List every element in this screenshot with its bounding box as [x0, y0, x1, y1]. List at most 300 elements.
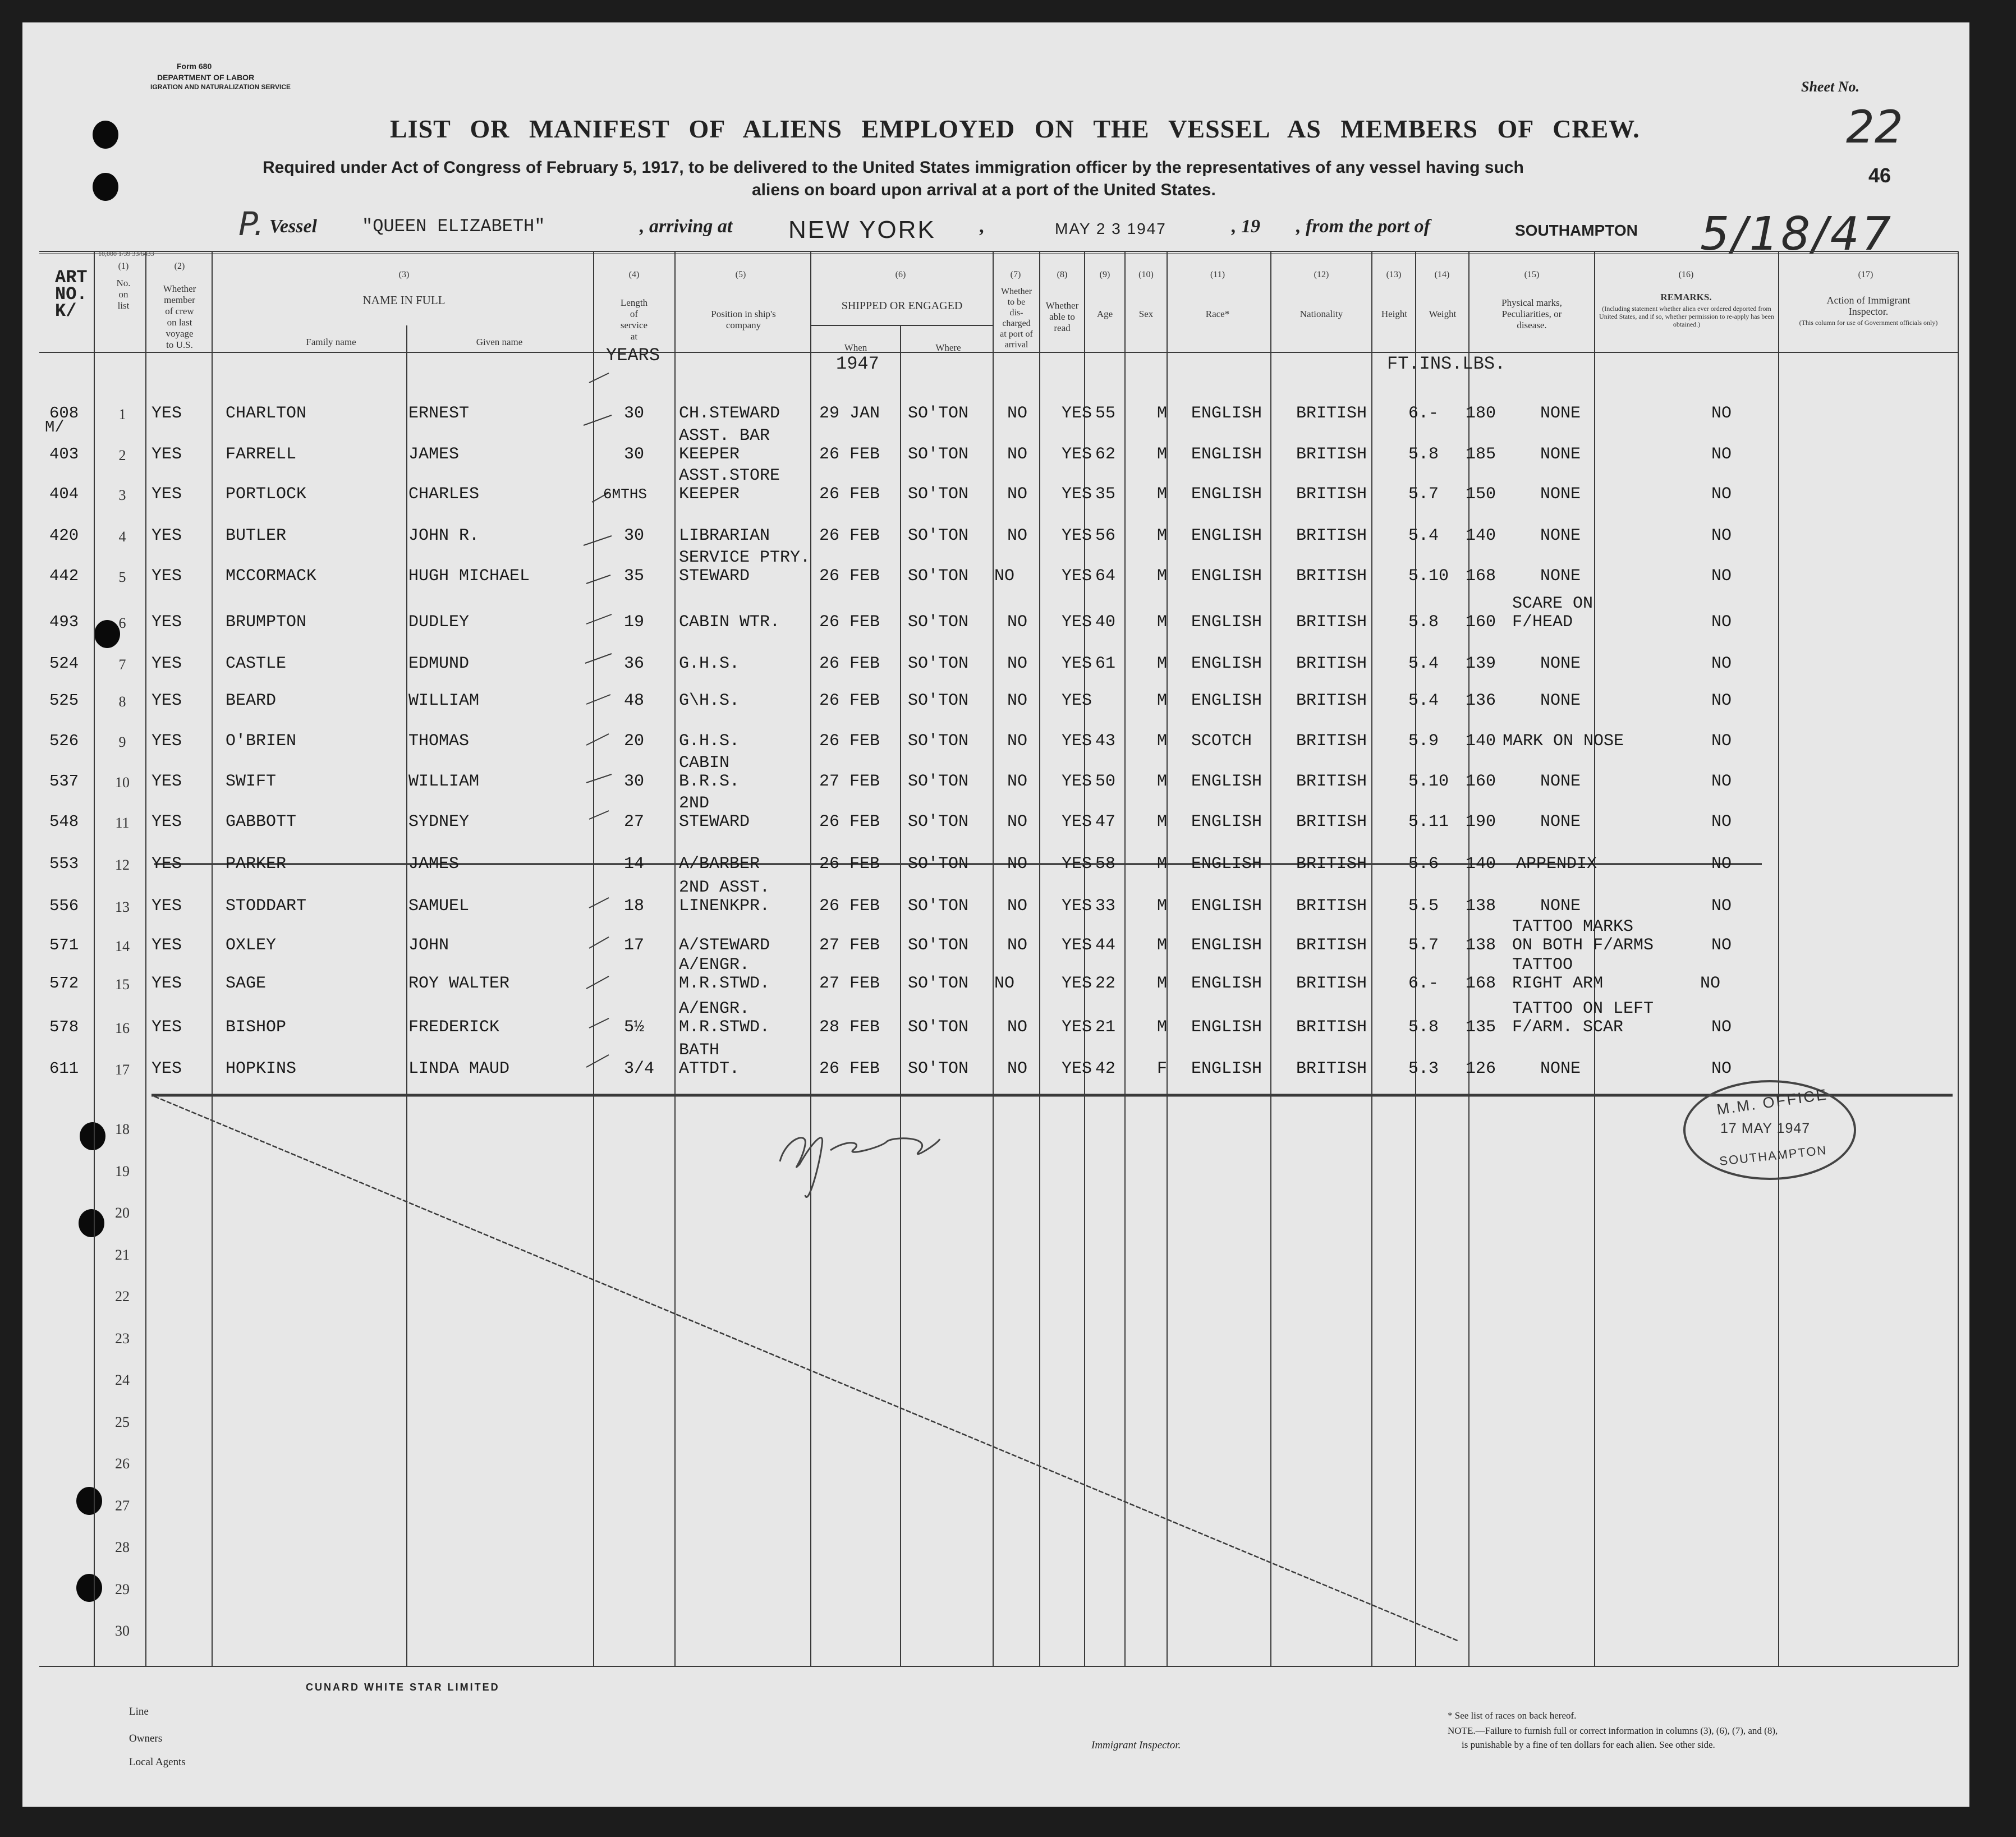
row-6-given: DUDLEY: [408, 613, 470, 632]
row-12-disch: NO: [1007, 855, 1028, 874]
row-4-weight: 140: [1466, 526, 1496, 545]
stamp-office: M.M. OFFICE: [1715, 1086, 1829, 1118]
row-10-service: 30: [624, 772, 645, 791]
row-8-nat: BRITISH: [1296, 691, 1367, 710]
row-16-where: SO'TON: [908, 1018, 969, 1037]
row-4-disch: NO: [1007, 526, 1028, 545]
row-1-family: CHARLTON: [226, 404, 307, 423]
row-5-given: HUGH MICHAEL: [408, 567, 530, 586]
row-11-disch: NO: [1007, 812, 1028, 832]
row-13-disch: NO: [1007, 897, 1028, 916]
row-4-nat: BRITISH: [1296, 526, 1367, 545]
row-14-race: ENGLISH: [1191, 936, 1262, 955]
row-7-physical-marks-line2: NONE: [1540, 654, 1581, 673]
race-note: * See list of races on back hereof.: [1448, 1710, 1577, 1721]
row-2-height: 5.8: [1408, 445, 1439, 464]
print-code: 10,000 1/39 33/6433: [98, 250, 154, 258]
comma: ,: [979, 216, 984, 237]
row-12-given: JAMES: [408, 855, 460, 874]
row-10-family: SWIFT: [226, 772, 277, 791]
row-3-remarks: NO: [1711, 485, 1732, 504]
col-1-title: No. on list: [116, 278, 131, 311]
row-17-family: HOPKINS: [226, 1059, 297, 1078]
row-13-remarks: NO: [1711, 897, 1732, 916]
col-14-title: Weight: [1429, 309, 1457, 319]
row-16-read: YES: [1062, 1018, 1092, 1037]
row-9-age: 43: [1095, 732, 1116, 751]
row-6-art: 493: [49, 613, 79, 631]
row-9-physical-marks-line2: MARK ON NOSE: [1503, 732, 1624, 751]
penalty-note-2: is punishable by a fine of ten dollars for each alien. See other side.: [1462, 1739, 1715, 1750]
arrival-date-stamp: MAY 2 3 1947: [1055, 220, 1167, 237]
row-9-where: SO'TON: [908, 732, 969, 751]
row-2-art: 403: [49, 445, 79, 463]
row-2-no: 2: [118, 447, 126, 463]
row-17-age: 42: [1095, 1059, 1116, 1078]
row-5-nat: BRITISH: [1296, 567, 1367, 586]
row-17-given: LINDA MAUD: [408, 1059, 510, 1078]
empty-line-23: 23: [115, 1330, 130, 1347]
row-7-service: 36: [624, 654, 645, 673]
row-6-position-line2: CABIN WTR.: [679, 613, 780, 632]
page-number: 46: [1868, 164, 1891, 187]
row-16-weight: 135: [1466, 1018, 1496, 1037]
row-7-read: YES: [1062, 654, 1092, 673]
row-2-nat: BRITISH: [1296, 445, 1367, 464]
empty-line-18: 18: [115, 1121, 130, 1137]
row-11-remarks: NO: [1711, 812, 1732, 832]
row-14-nat: BRITISH: [1296, 936, 1367, 955]
row-2-given: JAMES: [408, 445, 460, 464]
empty-line-24: 24: [115, 1372, 130, 1388]
row-2-read: YES: [1062, 445, 1092, 464]
row-10-disch: NO: [1007, 772, 1028, 791]
row-13-art: 556: [49, 897, 79, 915]
row-1-read: YES: [1062, 404, 1092, 423]
row-15-position-line1: A/ENGR.: [679, 956, 750, 975]
row-8-date: 26 FEB: [819, 691, 880, 710]
row-7-age: 61: [1095, 654, 1116, 673]
col-11-title: Race*: [1205, 309, 1230, 319]
row-12-race: ENGLISH: [1191, 855, 1262, 874]
row-8-prev: YES: [151, 691, 182, 710]
col-2-number: (2): [174, 261, 185, 271]
row-14-remarks: NO: [1711, 936, 1732, 955]
col-3-number: (3): [398, 270, 410, 279]
row-6-nat: BRITISH: [1296, 613, 1367, 632]
row-11-no: 11: [115, 815, 130, 831]
sheet-number: 22: [1846, 101, 1903, 153]
row-10-prev: YES: [151, 772, 182, 791]
row-14-position-line2: A/STEWARD: [679, 936, 770, 955]
row-8-weight: 136: [1466, 691, 1496, 710]
row-6-prev: YES: [151, 613, 182, 632]
row-11-sex: M: [1157, 812, 1168, 832]
row-14-physical-marks-line2: ON BOTH F/ARMS: [1512, 936, 1654, 955]
row-12-position-line2: A/BARBER: [679, 855, 760, 874]
row-4-art: 420: [49, 526, 79, 545]
row-2-service: 30: [624, 445, 645, 464]
row-13-sex: M: [1157, 897, 1168, 916]
row-17-prev: YES: [151, 1059, 182, 1078]
row-7-remarks: NO: [1711, 654, 1732, 673]
row-13-prev: YES: [151, 897, 182, 916]
col-6-where: Where: [935, 342, 961, 353]
col-17-title: Action of Immigrant Inspector.: [1826, 295, 1911, 317]
row-15-art: 572: [49, 974, 79, 993]
row-11-prev: YES: [151, 812, 182, 832]
row-7-art: 524: [49, 654, 79, 673]
row-6-race: ENGLISH: [1191, 613, 1262, 632]
row-3-no: 3: [118, 487, 126, 503]
footer-line-label: Line: [129, 1706, 149, 1717]
row-15-physical-marks-line2: RIGHT ARM: [1512, 974, 1604, 993]
row-3-weight: 150: [1466, 485, 1496, 504]
row-1-weight: 180: [1466, 404, 1496, 423]
row-8-where: SO'TON: [908, 691, 969, 710]
col-9-number: (9): [1099, 270, 1110, 279]
row-3-given: CHARLES: [408, 485, 480, 504]
row-8-disch: NO: [1007, 691, 1028, 710]
row-1-nat: BRITISH: [1296, 404, 1367, 423]
row-17-read: YES: [1062, 1059, 1092, 1078]
col-5-title: Position in ship's company: [711, 309, 776, 330]
col-15-title: Physical marks, Peculiarities, or disease.: [1501, 297, 1562, 330]
row-13-physical-marks-line2: NONE: [1540, 897, 1581, 916]
row-12-age: 58: [1095, 855, 1116, 874]
row-9-prev: YES: [151, 732, 182, 751]
row-11-family: GABBOTT: [226, 812, 297, 832]
row-4-sex: M: [1157, 526, 1168, 545]
row-17-race: ENGLISH: [1191, 1059, 1262, 1078]
row-1-height: 6.-: [1408, 404, 1439, 423]
row-7-prev: YES: [151, 654, 182, 673]
departure-port: SOUTHAMPTON: [1515, 222, 1638, 239]
row-12-sex: M: [1157, 855, 1168, 874]
row-17-no: 17: [115, 1062, 130, 1078]
row-9-remarks: NO: [1711, 732, 1732, 751]
row-5-where: SO'TON: [908, 567, 969, 586]
row-10-remarks: NO: [1711, 772, 1732, 791]
row-5-disch: NO: [994, 567, 1015, 586]
col-5-number: (5): [735, 270, 746, 279]
col-16-subtitle: (Including statement whether alien ever ordered deported from United States, and if so, whether permission to re-apply has been obtained.): [1599, 305, 1774, 328]
row-2-family: FARRELL: [226, 445, 297, 464]
row-10-race: ENGLISH: [1191, 772, 1262, 791]
row-11-age: 47: [1095, 812, 1116, 832]
row-11-art: 548: [49, 812, 79, 831]
empty-line-30: 30: [115, 1623, 130, 1639]
row-16-date: 28 FEB: [819, 1018, 880, 1037]
row-15-family: SAGE: [226, 974, 267, 993]
row-8-height: 5.4: [1408, 691, 1439, 710]
row-11-date: 26 FEB: [819, 812, 880, 832]
col-4-unit: YEARS: [606, 345, 660, 366]
row-12-height: 5.6: [1408, 855, 1439, 874]
row-1-given: ERNEST: [408, 404, 470, 423]
row-7-given: EDMUND: [408, 654, 470, 673]
art-suffix: M/: [45, 418, 65, 437]
row-13-where: SO'TON: [908, 897, 969, 916]
row-6-height: 5.8: [1408, 613, 1439, 632]
row-5-sex: M: [1157, 567, 1168, 586]
row-16-position-line1: A/ENGR.: [679, 999, 750, 1018]
art-no-header: ART NO. K/: [55, 267, 88, 322]
row-14-family: OXLEY: [226, 936, 277, 955]
col-7-number: (7): [1010, 270, 1021, 279]
row-12-weight: 140: [1466, 855, 1496, 874]
row-11-race: ENGLISH: [1191, 812, 1262, 832]
row-10-sex: M: [1157, 772, 1168, 791]
row-12-nat: BRITISH: [1296, 855, 1367, 874]
row-16-remarks: NO: [1711, 1018, 1732, 1037]
row-2-remarks: NO: [1711, 445, 1732, 464]
footer-owners-label: Owners: [129, 1733, 163, 1744]
row-7-disch: NO: [1007, 654, 1028, 673]
row-4-family: BUTLER: [226, 526, 287, 545]
row-15-physical-marks-line1: TATTOO: [1512, 956, 1573, 975]
row-8-no: 8: [118, 694, 126, 710]
col-8-title: Whether able to read: [1045, 300, 1079, 333]
row-16-physical-marks-line2: F/ARM. SCAR: [1512, 1018, 1624, 1037]
row-3-family: PORTLOCK: [226, 485, 307, 504]
row-13-race: ENGLISH: [1191, 897, 1262, 916]
row-9-position-line2: G.H.S.: [679, 732, 740, 751]
row-12-service: 14: [624, 855, 645, 874]
row-5-prev: YES: [151, 567, 182, 586]
col-4-number: (4): [628, 270, 640, 279]
row-3-art: 404: [49, 485, 79, 503]
row-16-given: FREDERICK: [408, 1018, 500, 1037]
row-16-position-line2: M.R.STWD.: [679, 1018, 770, 1037]
row-11-height: 5.11: [1408, 812, 1449, 832]
row-17-date: 26 FEB: [819, 1059, 880, 1078]
row-8-read: YES: [1062, 691, 1092, 710]
row-13-service: 18: [624, 897, 645, 916]
row-12-art: 553: [49, 855, 79, 873]
empty-line-29: 29: [115, 1581, 130, 1597]
row-16-race: ENGLISH: [1191, 1018, 1262, 1037]
service-name: IGRATION AND NATURALIZATION SERVICE: [150, 83, 291, 91]
row-16-sex: M: [1157, 1018, 1168, 1037]
row-1-physical-marks-line2: NONE: [1540, 404, 1581, 423]
row-14-art: 571: [49, 936, 79, 954]
row-17-sex: F: [1157, 1059, 1168, 1078]
row-4-no: 4: [118, 529, 126, 545]
col-12-number: (12): [1314, 270, 1329, 279]
row-1-position-line2: CH.STEWARD: [679, 404, 780, 423]
row-13-read: YES: [1062, 897, 1092, 916]
row-15-date: 27 FEB: [819, 974, 880, 993]
row-14-sex: M: [1157, 936, 1168, 955]
row-6-no: 6: [118, 615, 126, 631]
row-9-date: 26 FEB: [819, 732, 880, 751]
row-8-service: 48: [624, 691, 645, 710]
row-16-art: 578: [49, 1018, 79, 1036]
row-3-sex: M: [1157, 485, 1168, 504]
row-16-height: 5.8: [1408, 1018, 1439, 1037]
row-1-prev: YES: [151, 404, 182, 423]
row-11-weight: 190: [1466, 812, 1496, 832]
row-9-art: 526: [49, 732, 79, 750]
row-17-remarks: NO: [1711, 1059, 1732, 1078]
document-title: LIST OR MANIFEST OF ALIENS EMPLOYED ON THE VESSEL AS MEMBERS OF CREW.: [390, 114, 1640, 143]
height-weight-units: FT.INS.LBS.: [1387, 353, 1506, 374]
row-16-service: 5½: [624, 1018, 645, 1037]
row-15-remarks: NO: [1700, 974, 1721, 993]
row-10-given: WILLIAM: [408, 772, 480, 791]
penalty-note-1: NOTE.—Failure to furnish full or correct information in columns (3), (6), (7), and (8),: [1448, 1725, 1778, 1736]
row-12-no: 12: [115, 857, 130, 873]
row-15-prev: YES: [151, 974, 182, 993]
vessel-label: Vessel: [269, 216, 317, 237]
row-6-service: 19: [624, 613, 645, 632]
col-8-number: (8): [1057, 270, 1068, 279]
row-11-service: 27: [624, 812, 645, 832]
row-4-where: SO'TON: [908, 526, 969, 545]
stamp-place: SOUTHAMPTON: [1719, 1142, 1828, 1169]
row-8-given: WILLIAM: [408, 691, 480, 710]
row-17-disch: NO: [1007, 1059, 1028, 1078]
row-2-race: ENGLISH: [1191, 445, 1262, 464]
row-10-height: 5.10: [1408, 772, 1449, 791]
row-4-height: 5.4: [1408, 526, 1439, 545]
row-8-art: 525: [49, 691, 79, 710]
row-1-no: 1: [118, 406, 126, 422]
row-2-weight: 185: [1466, 445, 1496, 464]
col-2-title: Whether member of crew on last voyage to U.S.: [163, 283, 196, 350]
row-1-where: SO'TON: [908, 404, 969, 423]
row-1-race: ENGLISH: [1191, 404, 1262, 423]
row-14-age: 44: [1095, 936, 1116, 955]
row-17-where: SO'TON: [908, 1059, 969, 1078]
row-2-physical-marks-line2: NONE: [1540, 445, 1581, 464]
row-13-position-line1: 2ND ASST.: [679, 878, 770, 897]
row-7-nat: BRITISH: [1296, 654, 1367, 673]
empty-line-27: 27: [115, 1498, 130, 1514]
row-7-height: 5.4: [1408, 654, 1439, 673]
form-number: Form 680: [177, 62, 212, 71]
col-3-family-name: Family name: [306, 337, 356, 347]
row-2-age: 62: [1095, 445, 1116, 464]
from-port-label: , from the port of: [1296, 216, 1430, 237]
row-1-age: 55: [1095, 404, 1116, 423]
row-7-weight: 139: [1466, 654, 1496, 673]
office-stamp: [1683, 1080, 1856, 1180]
company-name: CUNARD WHITE STAR LIMITED: [306, 1682, 500, 1693]
col-13-title: Height: [1381, 309, 1408, 319]
row-15-position-line2: M.R.STWD.: [679, 974, 770, 993]
row-6-sex: M: [1157, 613, 1168, 632]
col-16-number: (16): [1678, 270, 1694, 279]
row-3-date: 26 FEB: [819, 485, 880, 504]
row-9-read: YES: [1062, 732, 1092, 751]
handwritten-date: 5/18/47: [1700, 208, 1894, 261]
col-6-title: SHIPPED OR ENGAGED: [841, 300, 963, 312]
row-5-remarks: NO: [1711, 567, 1732, 586]
row-8-family: BEARD: [226, 691, 277, 710]
row-6-physical-marks-line2: F/HEAD: [1512, 613, 1573, 632]
empty-line-28: 28: [115, 1539, 130, 1555]
row-12-family: PARKER: [226, 855, 287, 874]
row-4-age: 56: [1095, 526, 1116, 545]
empty-line-20: 20: [115, 1205, 130, 1221]
row-6-physical-marks-line1: SCARE ON: [1512, 594, 1593, 613]
row-4-race: ENGLISH: [1191, 526, 1262, 545]
manifest-sheet: [22, 22, 1969, 1807]
row-6-remarks: NO: [1711, 613, 1732, 632]
footer-agents-label: Local Agents: [129, 1756, 186, 1768]
row-2-position-line1: ASST. BAR: [679, 426, 770, 446]
row-16-nat: BRITISH: [1296, 1018, 1367, 1037]
row-2-date: 26 FEB: [819, 445, 880, 464]
row-10-nat: BRITISH: [1296, 772, 1367, 791]
row-9-sex: M: [1157, 732, 1168, 751]
row-4-physical-marks-line2: NONE: [1540, 526, 1581, 545]
row-10-position-line1: CABIN: [679, 754, 730, 773]
row-16-family: BISHOP: [226, 1018, 287, 1037]
row-6-age: 40: [1095, 613, 1116, 632]
row-14-height: 5.7: [1408, 936, 1439, 955]
arriving-label: , arriving at: [640, 216, 733, 237]
row-6-family: BRUMPTON: [226, 613, 307, 632]
row-13-height: 5.5: [1408, 897, 1439, 916]
row-10-weight: 160: [1466, 772, 1496, 791]
row-10-where: SO'TON: [908, 772, 969, 791]
row-4-service: 30: [624, 526, 645, 545]
row-1-service: 30: [624, 404, 645, 423]
row-2-where: SO'TON: [908, 445, 969, 464]
row-14-read: YES: [1062, 936, 1092, 955]
row-8-physical-marks-line2: NONE: [1540, 691, 1581, 710]
row-9-given: THOMAS: [408, 732, 470, 751]
row-14-no: 14: [115, 938, 130, 954]
stamp-date: 17 MAY 1947: [1720, 1120, 1811, 1136]
row-2-position-line2: KEEPER: [679, 445, 740, 464]
row-5-physical-marks-line2: NONE: [1540, 567, 1581, 586]
empty-line-19: 19: [115, 1163, 130, 1179]
row-14-disch: NO: [1007, 936, 1028, 955]
col-9-title: Age: [1096, 309, 1113, 319]
col-15-number: (15): [1524, 270, 1540, 279]
row-5-race: ENGLISH: [1191, 567, 1262, 586]
row-11-given: SYDNEY: [408, 812, 470, 832]
row-14-physical-marks-line1: TATTOO MARKS: [1512, 917, 1634, 936]
row-5-age: 64: [1095, 567, 1116, 586]
row-4-position-line2: LIBRARIAN: [679, 526, 770, 545]
row-16-physical-marks-line1: TATTOO ON LEFT: [1512, 999, 1654, 1018]
empty-line-25: 25: [115, 1414, 130, 1430]
row-17-physical-marks-line2: NONE: [1540, 1059, 1581, 1078]
row-1-date: 29 JAN: [819, 404, 880, 423]
row-15-weight: 168: [1466, 974, 1496, 993]
row-10-position-line2: B.R.S.: [679, 772, 740, 791]
row-8-remarks: NO: [1711, 691, 1732, 710]
row-15-sex: M: [1157, 974, 1168, 993]
row-3-position-line2: KEEPER: [679, 485, 740, 504]
row-3-height: 5.7: [1408, 485, 1439, 504]
row-6-weight: 160: [1466, 613, 1496, 632]
row-5-position-line1: SERVICE PTRY.: [679, 548, 811, 567]
row-3-read: YES: [1062, 485, 1092, 504]
row-11-position-line1: 2ND: [679, 794, 710, 813]
row-15-nat: BRITISH: [1296, 974, 1367, 993]
row-1-sex: M: [1157, 404, 1168, 423]
row-5-family: MCCORMACK: [226, 567, 317, 586]
row-9-service: 20: [624, 732, 645, 751]
row-5-height: 5.10: [1408, 567, 1449, 586]
vessel-name: "QUEEN ELIZABETH": [362, 216, 545, 237]
